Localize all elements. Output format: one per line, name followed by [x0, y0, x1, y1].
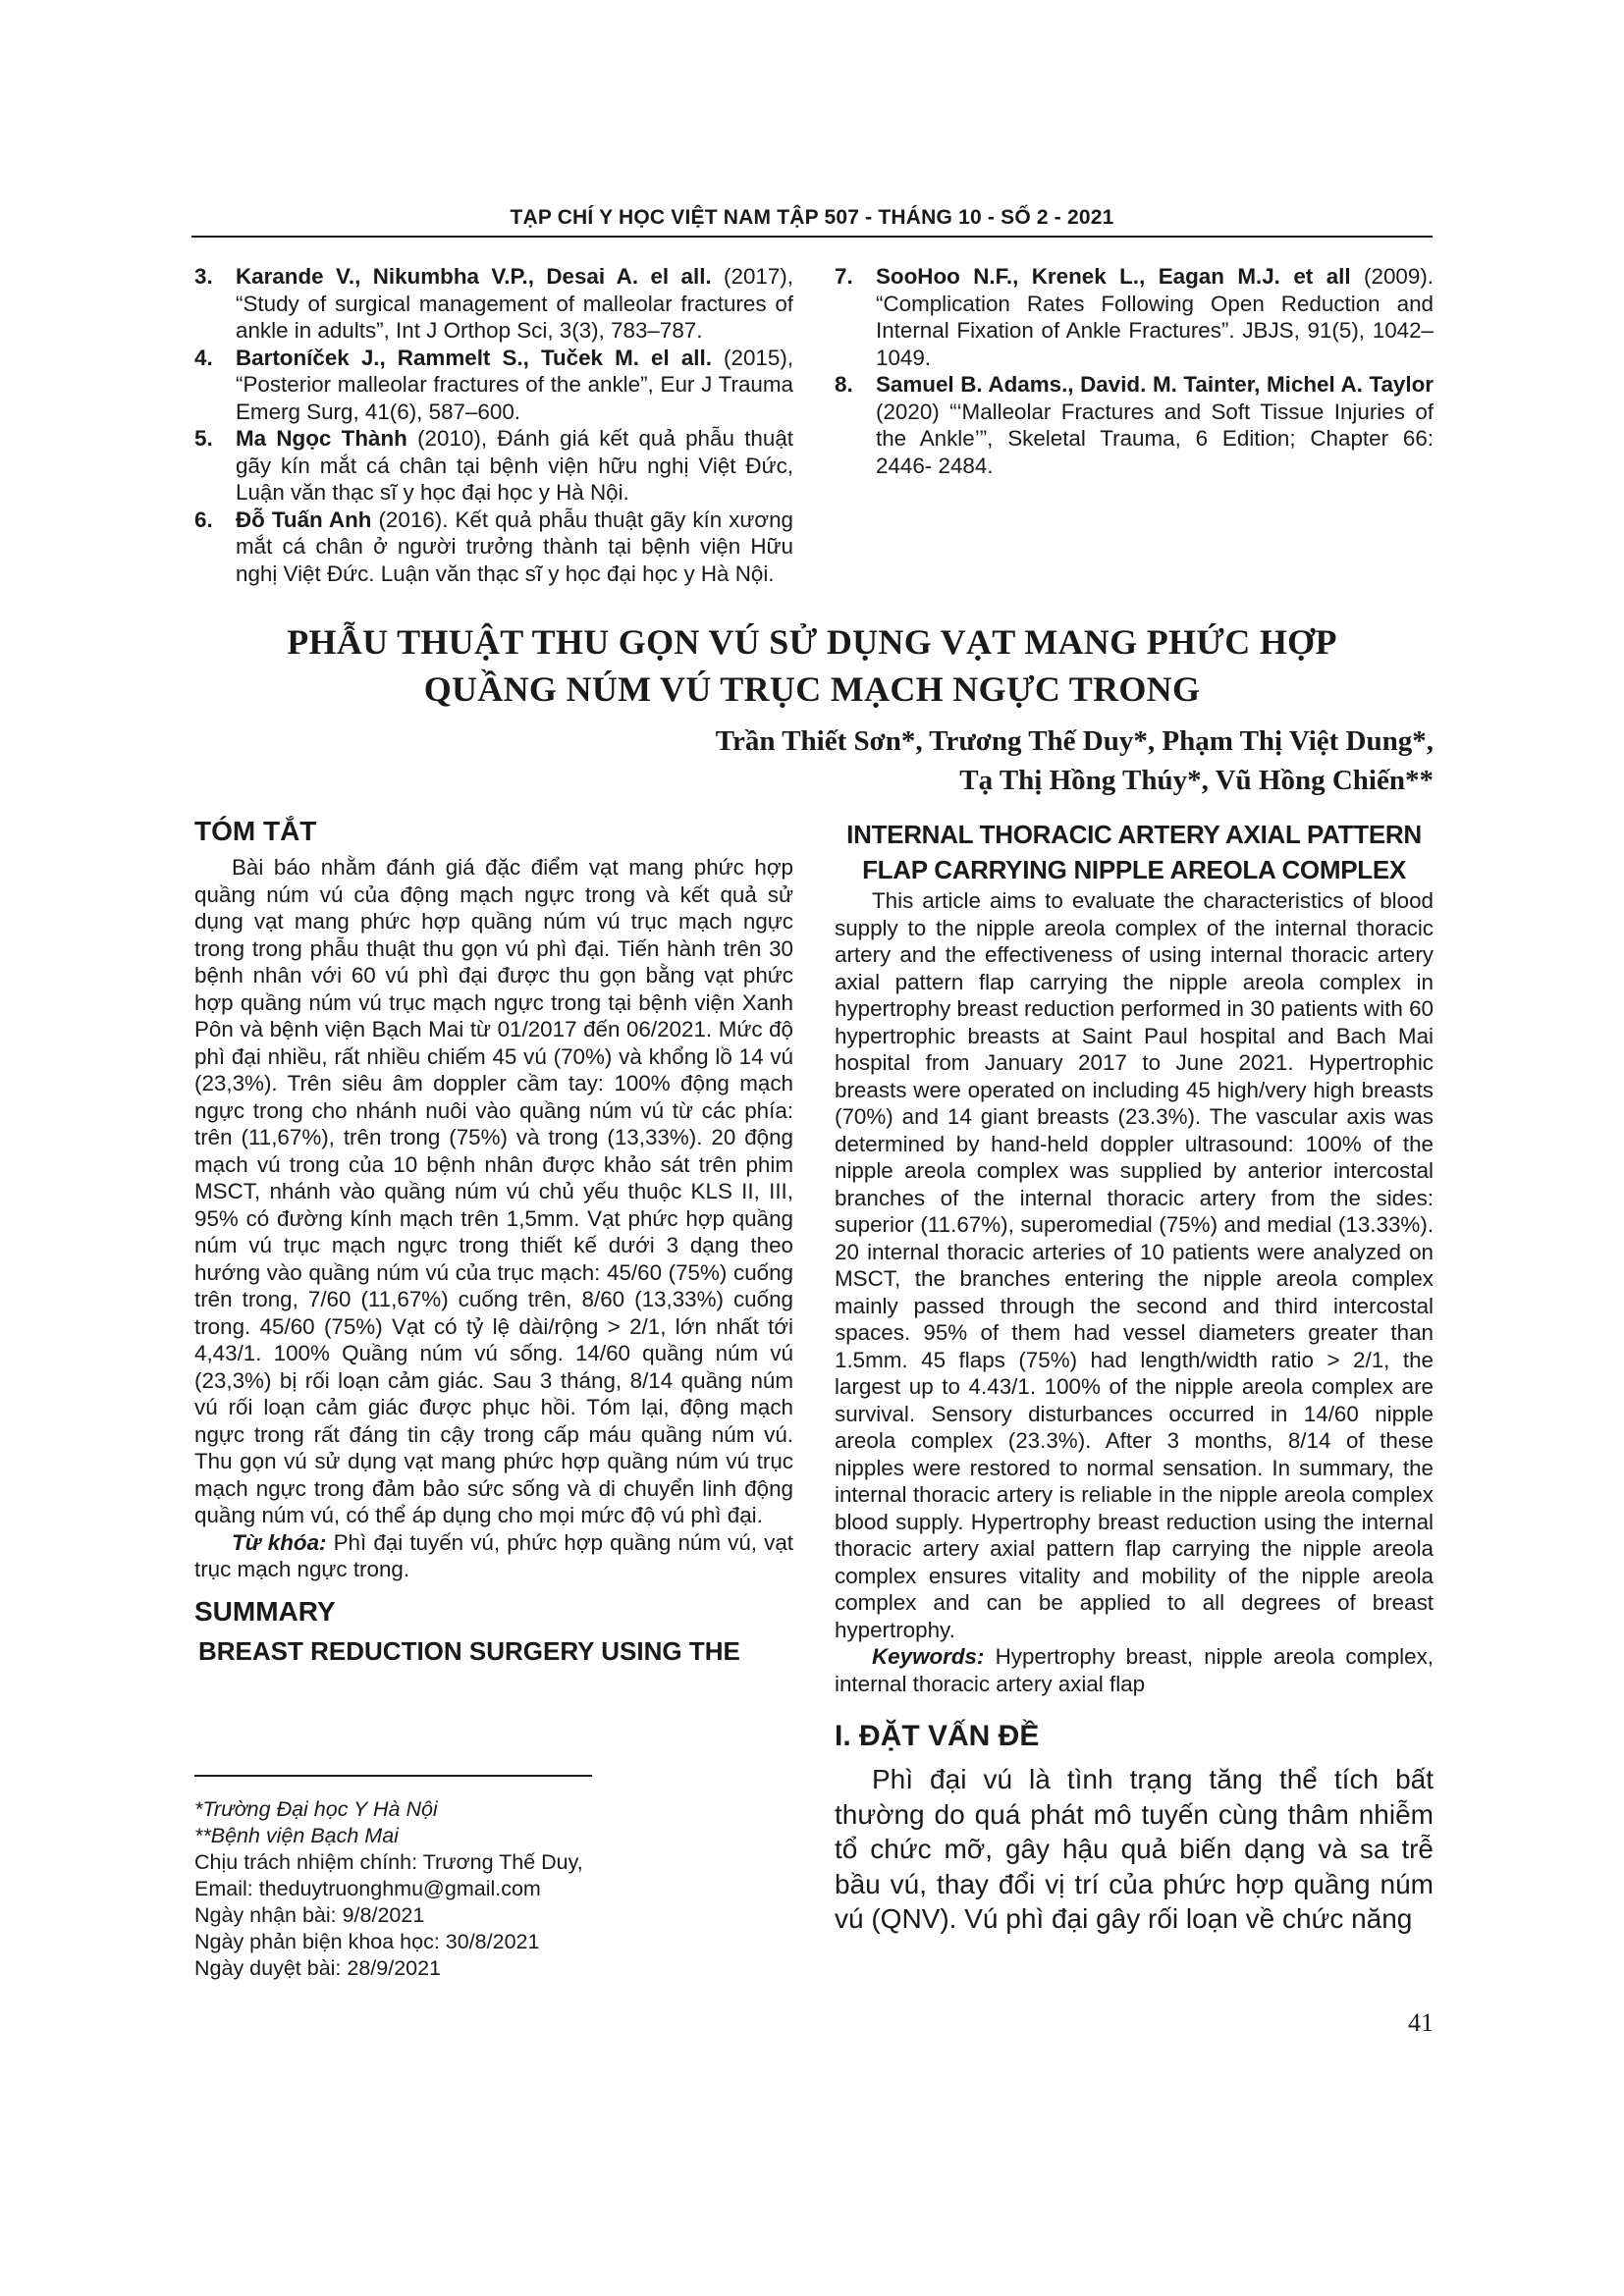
reference-authors: Đỗ Tuấn Anh [236, 507, 372, 532]
references-left [194, 263, 793, 587]
summary-english [835, 817, 1434, 1937]
summary-title-part: FLAP CARRYING NIPPLE AREOLA COMPLEX [862, 855, 1406, 884]
reference-authors: Bartoníček J., Rammelt S., Tuček M. el all. [236, 345, 712, 370]
reference-text: (2017), “Study of surgical management of malleolar fractures of ankle in adults”, Int J Orthop Sci, 3(3), 783–787. [236, 264, 793, 343]
reference-text: (2015), “Posterior malleolar fractures of the ankle”, Eur J Trauma Emerg Surg, 41(6), 587–600. [236, 345, 793, 424]
reference-number: 7. [835, 264, 853, 289]
reference-number: 3. [194, 264, 213, 289]
date-approved: Ngày duyệt bài: 28/9/2021 [194, 1956, 442, 1980]
section-heading: I. ĐẶT VẤN ĐỀ [835, 1720, 1040, 1752]
header-rule [191, 236, 1433, 238]
email: Email: theduytruonghmu@gmail.com [194, 1877, 541, 1900]
article-title-line: QUẦNG NÚM VÚ TRỤC MẠCH NGỰC TRONG [423, 669, 1201, 709]
article-title [191, 618, 1433, 713]
article-title-line: PHẪU THUẬT THU GỌN VÚ SỬ DỤNG VẠT MANG PHỨC HỢP [287, 622, 1337, 662]
abstract-body: Bài báo nhằm đánh giá đặc điểm vạt mang phức hợp quầng núm vú của động mạch ngực trong và kết quả sử dụng vạt mang phức hợp quầng núm vú trục mạch ngực trong trong phẫu thuật thu gọn vú phì đại. Tiến hành trên 30 bệnh nhân với 60 vú phì đại được thu gọn bằng vạt phức hợp quầng núm vú trục mạch ngực trong tại bệnh viện Xanh Pôn và bệnh viện Bạch Mai từ 01/2017 đến 06/2021. Mức độ phì đại nhiều, rất nhiều chiếm 45 vú (70%) và khổng lồ 14 vú (23,3%). Trên siêu âm doppler cầm tay: 100% động mạch ngực trong cho nhánh nuôi vào quầng núm vú từ các phía: trên (11,67%), trên trong (75%) và trong (13,33%). 20 động mạch vú trong của 10 bệnh nhân được khảo sát trên phim MSCT, nhánh vào quầng núm vú chủ yếu thuộc KLS II, III, 95% có đường kính mạch trên 1,5mm. Vạt phức hợp quầng núm vú trục mạch ngực trong thiết kế dưới 3 dạng theo hướng vào quầng núm vú của trục mạch: 45/60 (75%) cuống trên trong, 7/60 (11,67%) cuống trên, 8/60 (13,33%) cuống trong. 45/60 (75%) Vạt có tỷ lệ dài/rộng > 2/1, lớn nhất tới 4,43/1. 100% Quầng núm vú sống. 14/60 quầng núm vú (23,3%) bị rối loạn cảm giác. Sau 3 tháng, 8/14 quầng núm vú rối loạn cảm giác được phục hồi. Tóm lại, động mạch ngực trong rất đáng tin cậy trong cấp máu quầng núm vú. Thu gọn vú sử dụng vạt mang phức hợp quầng núm vú trục mạch ngực trong đảm bảo sức sống và di chuyển linh động quầng núm vú, có thể áp dụng cho mọi mức độ vú phì đại. [194, 855, 793, 1527]
reference-authors: Karande V., Nikumbha V.P., Desai A. el all. [236, 264, 712, 289]
reference-number: 6. [194, 507, 213, 532]
keywords-label: Từ khóa: [232, 1529, 327, 1555]
section-body: Phì đại vú là tình trạng tăng thể tích bất thường do quá phát mô tuyến cùng thâm nhiễm tổ chức mỡ, gây hậu quả biến dạng và sa trễ bầu vú, thay đổi vị trí của phức hợp quầng núm vú (QNV). Vú phì đại gây rối loạn về chức năng [835, 1764, 1434, 1934]
author-line: Trần Thiết Sơn*, Trương Thế Duy*, Phạm Thị Việt Dung*, [715, 725, 1434, 757]
date-reviewed: Ngày phản biện khoa học: 30/8/2021 [194, 1930, 540, 1953]
author-list [550, 721, 1434, 800]
reference-text: (2016). Kết quả phẫu thuật gãy kín xương mắt cá chân ở người trưởng thành tại bệnh viện Hữu nghị Việt Đức. Luận văn thạc sĩ y học đại học y Hà Nội. [236, 507, 793, 586]
keywords-line [835, 1643, 1434, 1697]
keywords-text: Phì đại tuyến vú, phức hợp quầng núm vú, vạt trục mạch ngực trong. [194, 1529, 793, 1581]
reference-number: 4. [194, 345, 213, 370]
reference-item [194, 345, 793, 426]
keywords-text: Hypertrophy breast, nipple areola complex, internal thoracic artery axial flap [835, 1644, 1434, 1696]
author-line: Tạ Thị Hồng Thúy*, Vũ Hồng Chiến** [959, 765, 1434, 796]
summary-title-part: BREAST REDUCTION SURGERY USING THE [198, 1635, 740, 1666]
abstract-heading: TÓM TẮT [194, 816, 317, 846]
footnote-rule [194, 1775, 592, 1777]
affiliation: *Trường Đại học Y Hà Nội [194, 1797, 438, 1821]
reference-number: 8. [835, 372, 853, 397]
reference-text: (2020) “‘Malleolar Fractures and Soft Tissue Injuries of the Ankle’”, Skeletal Trauma, 6 Edition; Chapter 66: 2446- 2484. [876, 399, 1434, 478]
summary-heading: SUMMARY [194, 1595, 336, 1627]
reference-authors: SooHoo N.F., Krenek L., Eagan M.J. et all [876, 264, 1351, 289]
keywords-line [194, 1529, 793, 1583]
reference-number: 5. [194, 426, 213, 451]
reference-item [835, 263, 1434, 371]
reference-item [194, 507, 793, 588]
abstract-vietnamese [194, 815, 793, 1668]
reference-text: (2009). “Complication Rates Following Open Reduction and Internal Fixation of Ankle Fractures”. JBJS, 91(5), 1042–1049. [876, 264, 1434, 370]
reference-item [194, 263, 793, 345]
footnotes [194, 1796, 793, 1982]
summary-body: This article aims to evaluate the characteristics of blood supply to the nipple areola complex of the internal thoracic artery and the effectiveness of using internal thoracic artery axial pattern flap carrying the nipple areola complex in hypertrophy breast reduction performed in 30 patients with 60 hypertrophic breasts at Saint Paul hospital and Bach Mai hospital from January 2017 to June 2021. Hypertrophic breasts were operated on including 45 high/very high breasts (70%) and 14 giant breasts (23.3%). The vascular axis was determined by hand-held doppler ultrasound: 100% of the nipple areola complex was supplied by anterior intercostal branches of the internal thoracic artery from the sides: superior (11.67%), superomedial (75%) and medial (13.33%). 20 internal thoracic arteries of 10 patients were analyzed on MSCT, the branches entering the nipple areola complex mainly passed through the second and third intercostal spaces. 95% of them had vessel diameters greater than 1.5mm. 45 flaps (75%) had length/width ratio > 2/1, the largest up to 4.43/1. 100% of the nipple areola complex are survival. Sensory disturbances occurred in 14/60 nipple areola complex (23.3%). After 3 months, 8/14 of these nipples were restored to normal sensation. In summary, the internal thoracic artery is reliable in the nipple areola complex blood supply. Hypertrophy breast reduction using the internal thoracic artery axial pattern flap carrying the nipple areola complex ensures vitality and mobility of the nipple areola complex and can be applied to all degrees of breast hypertrophy. [835, 888, 1434, 1642]
reference-authors: Samuel B. Adams., David. M. Tainter, Michel A. Taylor [876, 372, 1434, 397]
reference-item [194, 425, 793, 507]
summary-title-part: INTERNAL THORACIC ARTERY AXIAL PATTERN [846, 820, 1422, 849]
date-received: Ngày nhận bài: 9/8/2021 [194, 1903, 425, 1927]
keywords-label: Keywords: [872, 1644, 985, 1669]
page-number: 41 [1408, 2008, 1434, 2037]
affiliation: **Bệnh viện Bạch Mai [194, 1824, 399, 1847]
reference-text: (2010), Đánh giá kết quả phẫu thuật gãy kín mắt cá chân tại bệnh viện hữu nghị Việt Đức, Luận văn thạc sĩ y học đại học y Hà Nội. [236, 426, 793, 505]
reference-item [835, 371, 1434, 479]
corresponding-author: Chịu trách nhiệm chính: Trương Thế Duy, [194, 1850, 583, 1874]
running-header: TẠP CHÍ Y HỌC VIỆT NAM TẬP 507 - THÁNG 10 - SỐ 2 - 2021 [510, 206, 1114, 229]
reference-authors: Ma Ngọc Thành [236, 426, 407, 451]
references-right [835, 263, 1434, 479]
